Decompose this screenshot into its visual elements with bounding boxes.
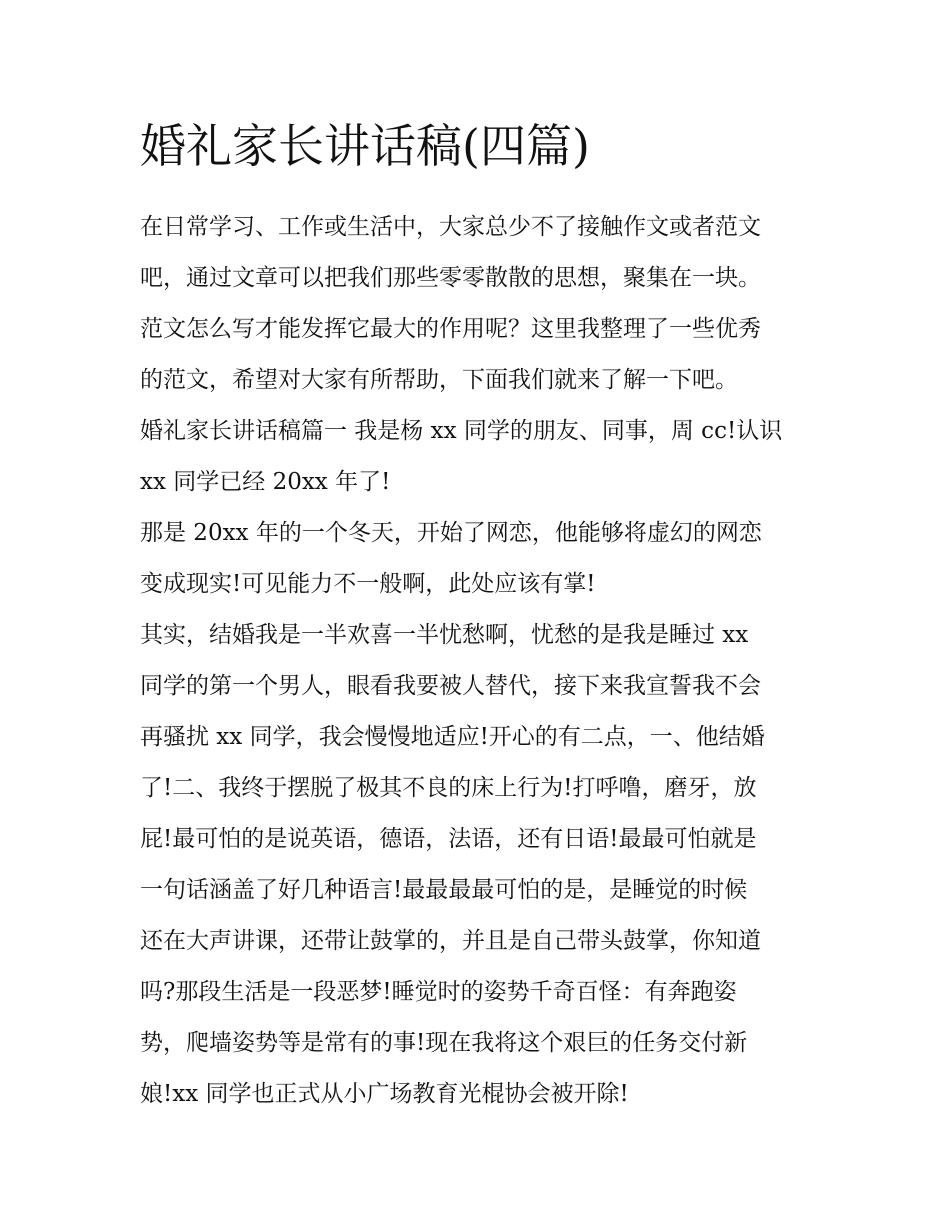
text-line: 范文怎么写才能发挥它最大的作用呢？这里我整理了一些优秀 [140, 316, 761, 342]
text-line: 变成现实!可见能力不一般啊，此处应该有掌! [140, 571, 596, 597]
humor-paragraph [140, 610, 820, 1120]
text-line: 其实，结婚我是一半欢喜一半忧愁啊，忧愁的是我是睡过 xx [140, 622, 749, 648]
text-line: 一句话涵盖了好几种语言!最最最最可怕的是，是睡觉的时候 [140, 877, 748, 903]
text-line: 了!二、我终于摆脱了极其不良的床上行为!打呼噜，磨牙，放 [140, 775, 757, 801]
text-line: 娘!xx 同学也正式从小广场教育光棍协会被开除! [140, 1081, 629, 1107]
text-line: xx 同学已经 20xx 年了! [140, 469, 391, 495]
text-line: 同学的第一个男人，眼看我要被人替代，接下来我宣誓我不会 [140, 673, 761, 699]
text-line: 吧，通过文章可以把我们那些零零散散的思想，聚集在一块。 [140, 265, 761, 291]
text-line: 的范文，希望对大家有所帮助，下面我们就来了解一下吧。 [140, 367, 738, 393]
story-paragraph [140, 508, 820, 610]
text-line: 婚礼家长讲话稿篇一 我是杨 xx 同学的朋友、同事，周 cc!认识 [140, 418, 783, 444]
text-line: 势，爬墙姿势等是常有的事!现在我将这个艰巨的任务交付新 [140, 1030, 748, 1056]
text-line: 屁!最可怕的是说英语，德语，法语，还有日语!最最可怕就是 [140, 826, 757, 852]
document-title: 婚礼家长讲话稿(四篇) [140, 119, 590, 173]
text-line: 还在大声讲课，还带让鼓掌的，并且是自己带头鼓掌，你知道 [140, 928, 761, 954]
text-line: 那是 20xx 年的一个冬天，开始了网恋，他能够将虚幻的网恋 [140, 520, 762, 546]
text-line: 再骚扰 xx 同学，我会慢慢地适应!开心的有二点，一、他结婚 [140, 724, 765, 750]
text-line: 吗?那段生活是一段恶梦!睡觉时的姿势千奇百怪：有奔跑姿 [140, 979, 737, 1005]
intro-paragraph [140, 202, 820, 406]
document-body [140, 112, 820, 1120]
speech-one-opening-paragraph [140, 406, 820, 508]
text-line: 在日常学习、工作或生活中，大家总少不了接触作文或者范文 [140, 214, 761, 240]
